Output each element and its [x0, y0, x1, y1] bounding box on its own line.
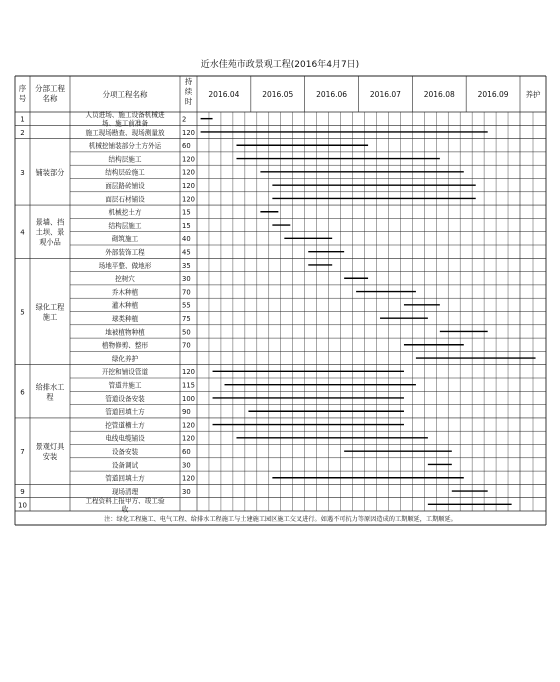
task-duration: 30 [182, 275, 191, 284]
header-month-label: 2016.04 [208, 90, 240, 99]
task-name: 面层石材铺设 [105, 195, 145, 204]
header-month-label: 2016.08 [423, 90, 455, 99]
group-name: 程 [46, 392, 54, 402]
group-number: 7 [20, 448, 25, 457]
task-duration: 120 [182, 421, 195, 430]
task-duration: 120 [182, 195, 195, 204]
task-duration: 120 [182, 128, 195, 137]
header-month-label: 2016.09 [477, 90, 509, 99]
group-name: 景墙、挡 [35, 217, 65, 227]
task-duration: 90 [182, 408, 191, 417]
task-duration: 35 [182, 261, 191, 270]
task-name: 管道回填土方 [105, 408, 145, 417]
group-name: 土坝、景 [35, 227, 65, 237]
group-number: 3 [20, 168, 25, 177]
task-name: 开挖和铺设管道 [101, 368, 149, 377]
task-name: 施工现场勘查、现场测量放 [85, 128, 165, 137]
group-number: 2 [20, 128, 25, 137]
task-name: 结构层施工 [108, 221, 142, 230]
task-duration: 60 [182, 142, 191, 151]
header-group-label: 分部工程 [35, 84, 65, 93]
task-name: 面层路砖铺设 [105, 181, 145, 190]
task-duration: 120 [182, 368, 195, 377]
task-name: 电线电缆铺设 [105, 434, 145, 443]
task-duration: 120 [182, 434, 195, 443]
group-number: 6 [20, 388, 25, 397]
task-name: 人员进场、施工设备机械进 [85, 111, 165, 120]
task-name: 结构层施工 [108, 155, 142, 164]
task-duration: 15 [182, 208, 191, 217]
task-name: 收 [121, 505, 129, 514]
task-duration: 75 [182, 314, 191, 323]
task-name: 灌木种植 [111, 301, 139, 310]
task-name: 挖树穴 [115, 275, 135, 284]
task-name: 机械挖铺装部分土方外运 [88, 142, 162, 151]
task-name: 绿化养护 [111, 354, 139, 363]
task-duration: 70 [182, 341, 191, 350]
group-number: 4 [20, 228, 25, 237]
footer-note: 注：绿化工程施工、电气工程、给排水工程施工与土建施工园区施工交叉进行。如遇不可抗力等原因造成的工期顺延，工期顺延。 [104, 516, 457, 523]
task-duration: 120 [182, 155, 195, 164]
task-duration: 30 [182, 461, 191, 470]
task-name: 外部装饰工程 [105, 248, 145, 257]
task-name: 工程资料上报甲方、竣工验 [85, 496, 165, 505]
header-seq-label: 序 [18, 84, 27, 93]
task-duration: 100 [182, 394, 195, 403]
task-duration: 40 [182, 235, 191, 244]
group-number: 5 [20, 308, 25, 317]
task-duration: 120 [182, 474, 195, 483]
task-name: 球类种植 [111, 314, 139, 323]
group-name: 给排水工 [35, 382, 65, 392]
task-name: 管道回填土方 [105, 474, 145, 483]
task-name: 机械挖土方 [108, 208, 142, 217]
header-item-label: 分项工程名称 [102, 90, 148, 99]
header-month-label: 2016.06 [316, 90, 348, 99]
task-name: 设备安装 [111, 447, 139, 456]
task-name: 植物修剪、整形 [101, 341, 149, 350]
task-name: 地被植物种植 [105, 328, 145, 337]
task-name: 设备调试 [111, 461, 139, 470]
task-name: 乔木种植 [111, 288, 139, 297]
task-duration: 2 [182, 115, 187, 124]
group-name: 景观灯具 [35, 442, 65, 452]
task-duration: 50 [182, 328, 191, 337]
task-duration: 60 [182, 447, 191, 456]
header-duration-label: 持 [184, 77, 193, 86]
task-name: 场、施工前准备 [101, 119, 149, 128]
group-name: 安装 [42, 452, 58, 462]
header-month-label: 2016.05 [262, 90, 294, 99]
group-name: 施工 [42, 312, 58, 322]
task-duration: 70 [182, 288, 191, 297]
header-group-label: 名称 [42, 94, 58, 103]
group-number: 1 [20, 115, 25, 124]
group-name: 观小品 [39, 237, 61, 247]
task-duration: 15 [182, 221, 191, 230]
header-maintenance-label: 养护 [525, 90, 541, 99]
group-number: 9 [20, 488, 25, 497]
header-duration-label: 续 [184, 87, 193, 96]
task-duration: 120 [182, 181, 195, 190]
group-name: 铺装部分 [35, 167, 65, 177]
task-name: 挖管道槽土方 [105, 421, 145, 430]
group-name: 绿化工程 [35, 302, 65, 312]
header-seq-label: 号 [18, 94, 27, 103]
task-duration: 30 [182, 487, 191, 496]
header-month-label: 2016.07 [369, 90, 401, 99]
task-name: 场地平整、做地形 [98, 261, 152, 270]
document-title: 近水佳苑市政景观工程(2016年4月7日) [200, 60, 360, 70]
task-name: 现场清理 [111, 487, 139, 496]
task-duration: 45 [182, 248, 191, 257]
header-duration-label: 时 [184, 97, 193, 106]
task-duration: 120 [182, 168, 195, 177]
task-duration: 115 [182, 381, 195, 390]
task-name: 结构层砼施工 [105, 168, 145, 177]
task-duration: 55 [182, 301, 191, 310]
task-name: 管道设备安装 [105, 394, 145, 403]
group-number: 10 [18, 501, 27, 510]
task-name: 管道井施工 [108, 381, 142, 390]
task-name: 砌筑施工 [111, 235, 139, 244]
